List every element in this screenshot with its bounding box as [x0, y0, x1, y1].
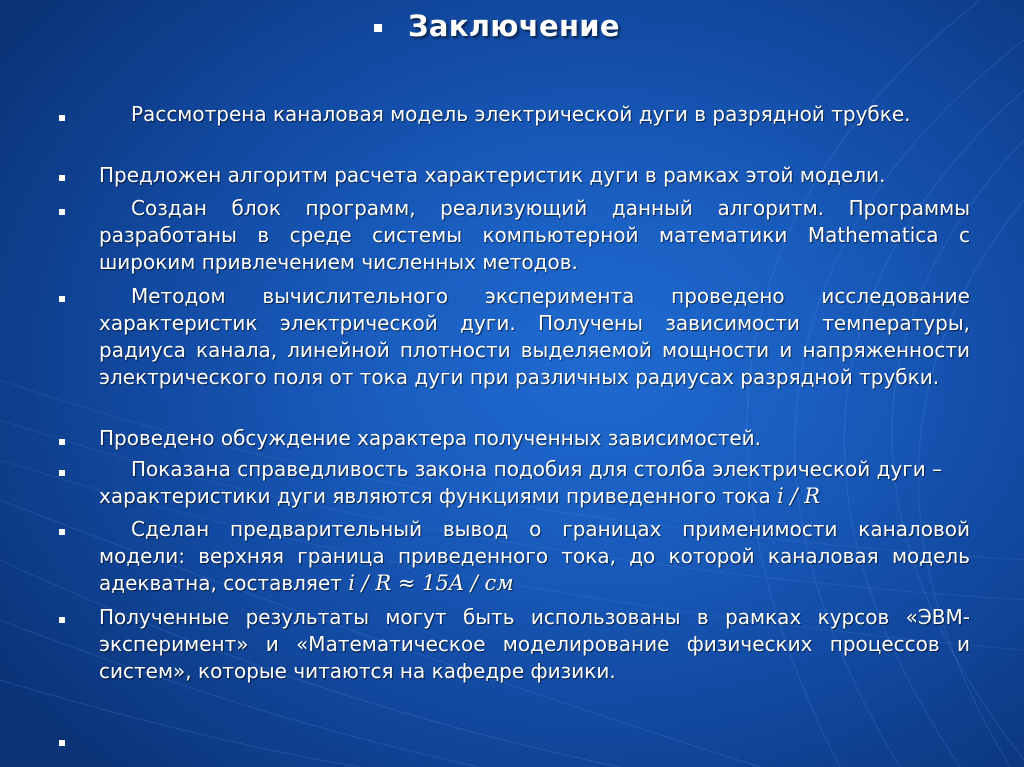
list-item-text: Создан блок программ, реализующий данный алгоритм. Программы разработаны в среде системы компьютерной математики Mathematica с широким привлечением численных методов. — [99, 196, 970, 274]
bullet-icon — [59, 740, 65, 746]
bullet-icon — [59, 617, 65, 623]
list-item — [99, 101, 970, 128]
formula: i / R ≈ 15A / см — [348, 571, 514, 595]
title-row — [374, 6, 620, 46]
formula: i / R — [777, 484, 821, 508]
list-item — [99, 425, 970, 452]
bullet-icon — [59, 296, 65, 302]
bullet-icon — [59, 470, 65, 476]
list-item-text: Сделан предварительный вывод о границах применимости каналовой модели: верхняя граница приведенного тока, до которой каналовая модель адекватна, составляет — [99, 517, 970, 595]
list-item — [99, 162, 970, 189]
list-item-text: Полученные результаты могут быть использованы в рамках курсов «ЭВМ-эксперимент» и «Математическое моделирование физических процессов и систем», которые читаются на кафедре физики. — [99, 605, 970, 683]
title-bullet-icon — [374, 24, 382, 32]
list-item-text: Проведено обсуждение характера полученных зависимостей. — [99, 426, 762, 450]
list-item-text: Рассмотрена каналовая модель электрической дуги в разрядной трубке. — [131, 102, 911, 126]
list-item — [99, 195, 970, 276]
bullet-icon — [59, 209, 65, 215]
slide-title: Заключение — [408, 9, 620, 43]
bullet-icon — [59, 529, 65, 535]
list-item — [99, 456, 970, 510]
list-item — [99, 516, 970, 597]
list-item — [99, 283, 970, 391]
list-item-text: Предложен алгоритм расчета характеристик дуги в рамках этой модели. — [99, 163, 886, 187]
list-item-text: Методом вычислительного эксперимента проведено исследование характеристик электрической дуги. Получены зависимости температуры, радиуса канала, линейной плотности выделяемой мощности и напряженности электрического поля от тока дуги при различных радиусах разрядной трубки. — [99, 284, 970, 389]
list-item-text: Показана справедливость закона подобия для столба электрической дуги – характеристики дуги являются функциями приведенного тока — [99, 457, 943, 508]
list-item — [99, 604, 970, 685]
bullet-icon — [59, 175, 65, 181]
bullet-icon — [59, 115, 65, 121]
bullet-icon — [59, 439, 65, 445]
